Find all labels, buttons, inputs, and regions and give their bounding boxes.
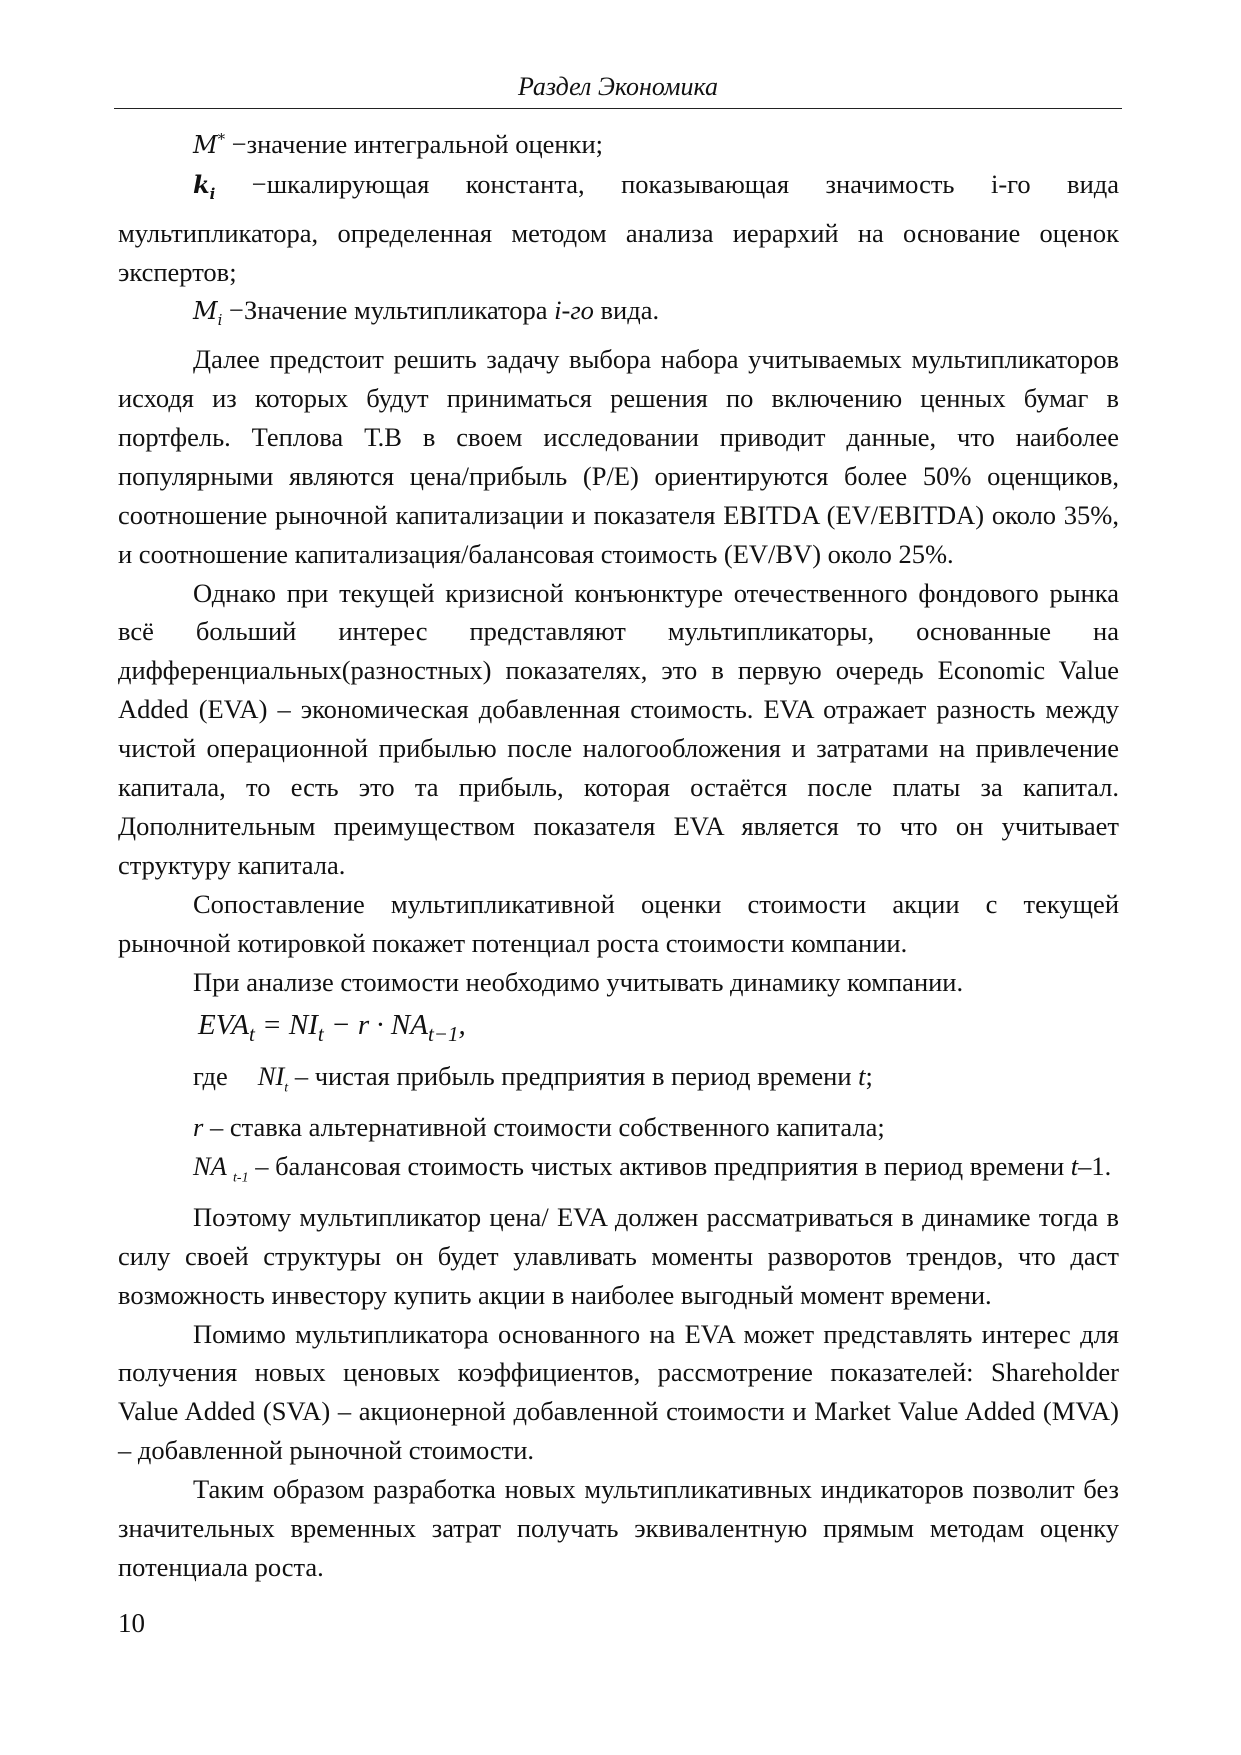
paragraph-sva-mva: Помимо мультипликатора основанного на EVA может представлять интерес для получения новых ценовых коэффициентов, рассмотрение показателей: Shareholder Value Added (SVA) – акционерной добавленной стоимости и Market Value Added (MVA) – добавленной рыночной стоимости.	[118, 1318, 1119, 1466]
def-integral-score: M* −значение интегральной оценки;	[193, 129, 604, 159]
def-scaling-constant: $k_i$ −шкалирующая константа, показывающая значимость i-го вида мультипликатора, определенная методом анализа иерархий на основание оценок экспертов;	[118, 168, 1119, 287]
running-header: Раздел Экономика	[114, 70, 1122, 109]
symbol-m-star: M*	[193, 130, 226, 159]
symbol-m-i: $M_i$	[193, 297, 223, 330]
paragraph-multipliers-choice: Далее предстоит решить задачу выбора набора учитываемых мультипликаторов исходя из которых будут приниматься решения по включению ценных бумаг в портфель. Теплова Т.В в своем исследовании приводит данные, что наиболее популярными являются цена/прибыль (P/E) ориентируются более 50% оценщиков, соотношение рыночной капитализации и показателя EBITDA (EV/EBITDA) около 35%, и соотношение капитализация/балансовая стоимость (EV/BV) около 25%.	[118, 344, 1119, 569]
page-number: 10	[118, 1608, 145, 1638]
paragraph-eva-intro: Однако при текущей кризисной конъюнктуре отечественного фондового рынка всё больший интерес представляют мультипликаторы, основанные на дифференциальных(разностных) показателях, это в первую очередь Economic Value Added (EVA) – экономическая добавленная стоимость. EVA отражает разность между чистой операционной прибылью после налогообложения и затратами на привлечение капитала, то есть это та прибыль, которая остаётся после платы за капитал. Дополнительным преимуществом показателя EVA является то что он учитывает структуру капитала.	[118, 577, 1119, 880]
where-rate: r – ставка альтернативной стоимости собственного капитала;	[193, 1111, 885, 1142]
paragraph-conclusion: Таким образом разработка новых мультипликативных индикаторов позволит без значительных временных затрат получать эквивалентную прямым методам оценку потенциала роста.	[118, 1474, 1119, 1582]
paragraph-comparison: Сопоставление мультипликативной оценки стоимости акции с текущей рыночной котировкой покажет потенциал роста стоимости компании.	[118, 888, 1119, 958]
symbol-na: NA $_{t-1}$	[193, 1150, 249, 1185]
where-net-income: где $NI_t$ – чистая прибыль предприятия в период времени t;	[193, 1060, 873, 1095]
page-body	[118, 120, 1119, 1587]
paragraph-price-eva: Поэтому мультипликатор цена/ EVA должен рассматриваться в динамике тогда в силу своей структуры он будет улавливать моменты разворотов трендов, что даст возможность инвестору купить акции в наиболее выгодный момент времени.	[118, 1201, 1119, 1310]
eva-formula: $EVA_t = NI_t - r \cdot NA_{t-1}$,	[198, 1008, 466, 1046]
def-multiplier-value: $M_i$ −Значение мультипликатора i-го вида.	[193, 295, 660, 330]
symbol-ni: $NI_t$	[257, 1060, 289, 1095]
symbol-k-i: $k_i$	[193, 169, 216, 203]
where-net-assets: NA $_{t-1}$ – балансовая стоимость чистых активов предприятия в период времени t–1.	[193, 1150, 1112, 1185]
paragraph-dynamics: При анализе стоимости необходимо учитывать динамику компании.	[193, 966, 964, 997]
